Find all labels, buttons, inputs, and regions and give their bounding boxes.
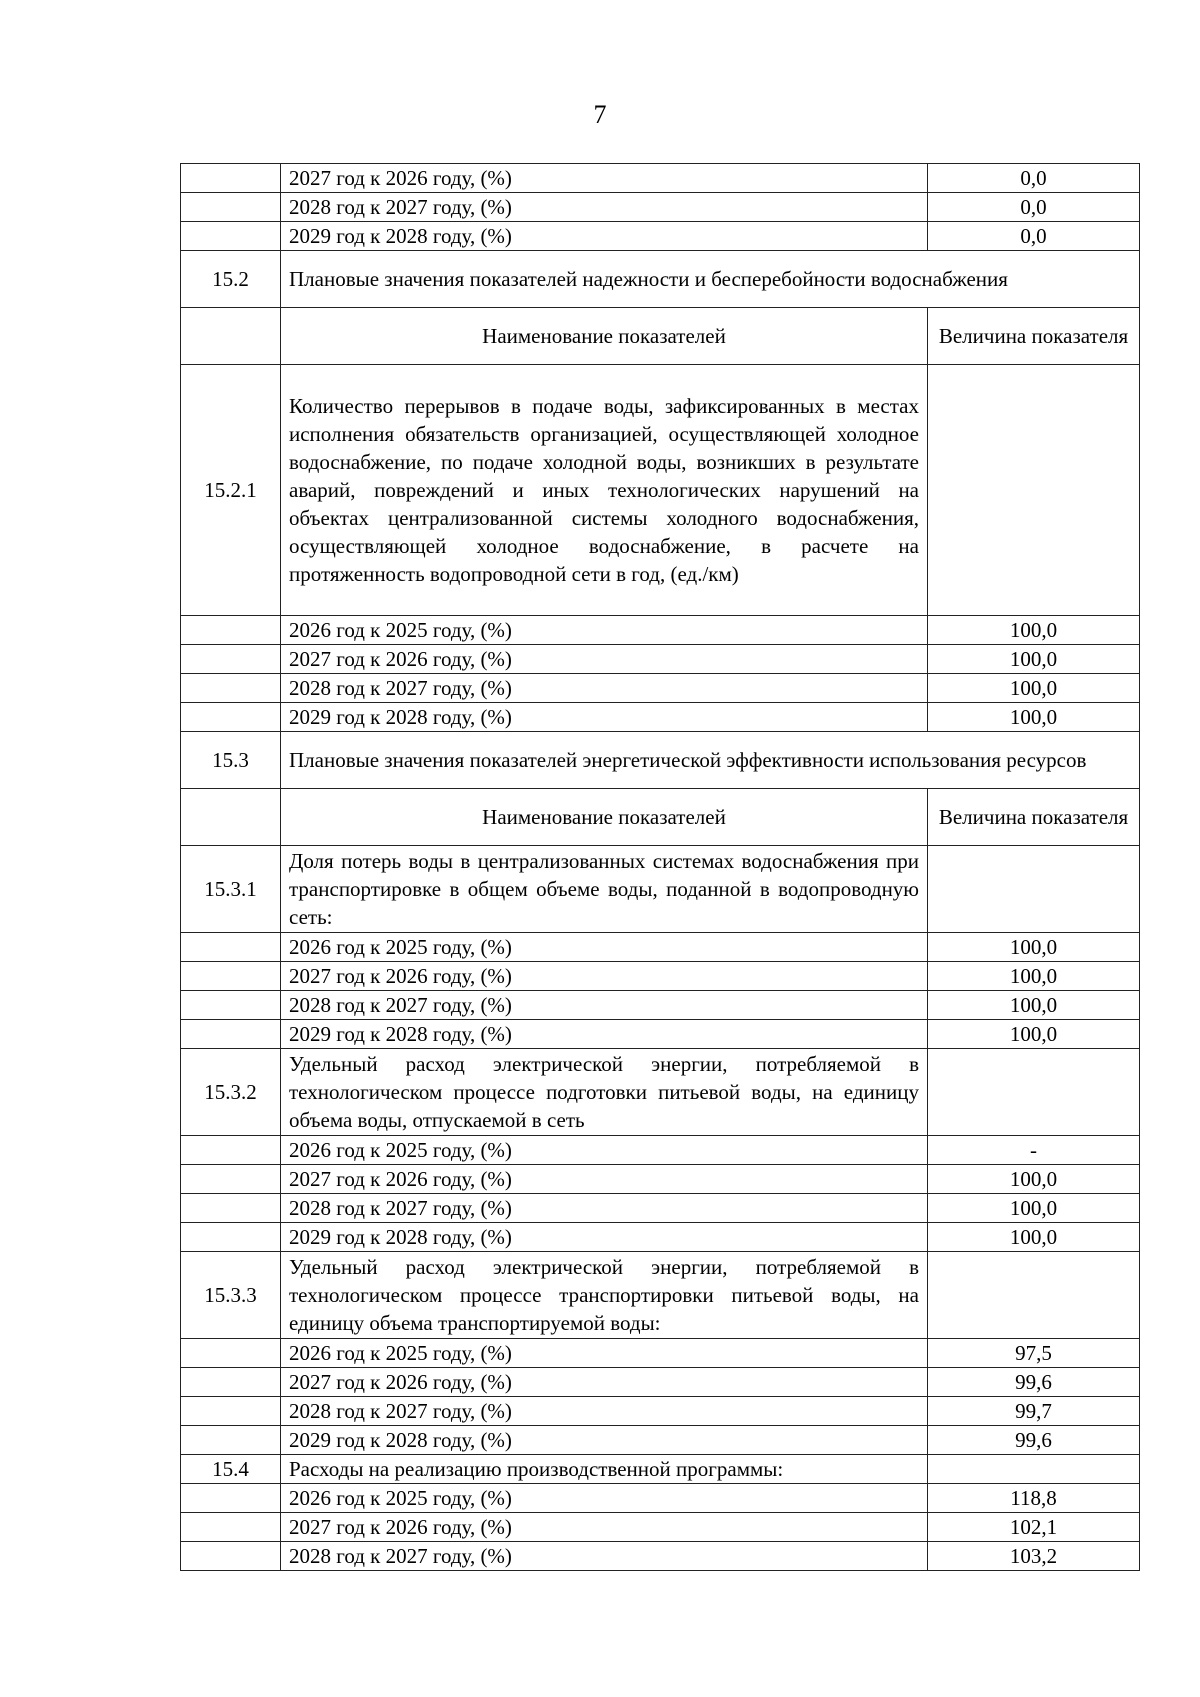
indicator-value: 99,6	[928, 1426, 1140, 1455]
table-row-value	[181, 1368, 1140, 1397]
row-number	[181, 1136, 281, 1165]
row-number	[181, 933, 281, 962]
period-label: 2026 год к 2025 году, (%)	[281, 1136, 928, 1165]
row-number	[181, 1165, 281, 1194]
table-row-value	[181, 645, 1140, 674]
table-row-value	[181, 1484, 1140, 1513]
indicator-value: 97,5	[928, 1339, 1140, 1368]
row-number	[181, 1484, 281, 1513]
indicator-value: 103,2	[928, 1542, 1140, 1571]
table-row-value	[181, 164, 1140, 193]
row-number: 15.3.1	[181, 846, 281, 933]
indicator-value	[928, 365, 1140, 616]
table-row-value	[181, 933, 1140, 962]
indicator-name: Расходы на реализацию производственной программы:	[281, 1455, 928, 1484]
indicator-name: Доля потерь воды в централизованных системах водоснабжения при транспортировке в общем объеме воды, поданной в водопроводную сеть:	[281, 846, 928, 933]
row-number: 15.2.1	[181, 365, 281, 616]
indicator-value: 0,0	[928, 164, 1140, 193]
table-row-indicator	[181, 1049, 1140, 1136]
period-label: 2028 год к 2027 году, (%)	[281, 674, 928, 703]
table-row-value	[181, 1194, 1140, 1223]
indicator-value: 100,0	[928, 962, 1140, 991]
table-row-indicator	[181, 846, 1140, 933]
table-row-value	[181, 1020, 1140, 1049]
indicator-value: 100,0	[928, 933, 1140, 962]
indicator-value: 100,0	[928, 991, 1140, 1020]
indicator-value: 118,8	[928, 1484, 1140, 1513]
table-row-value	[181, 703, 1140, 732]
indicator-name: Количество перерывов в подаче воды, зафиксированных в местах исполнения обязательств организацией, осуществляющей холодное водоснабжение, по подаче холодной воды, возникших в результате аварий, повреждений и иных технологических нарушений на объектах централизованной системы холодного водоснабжения, осуществляющей холодное водоснабжение, в расчете на протяженность водопроводной сети в год, (ед./км)	[281, 365, 928, 616]
table-row-indicator	[181, 1455, 1140, 1484]
table-row-indicator	[181, 365, 1140, 616]
row-number	[181, 1513, 281, 1542]
row-number	[181, 308, 281, 365]
table-row-value	[181, 1223, 1140, 1252]
row-number	[181, 674, 281, 703]
indicator-name: Удельный расход электрической энергии, потребляемой в технологическом процессе транспортировки питьевой воды, на единицу объема транспортируемой воды:	[281, 1252, 928, 1339]
indicator-value	[928, 1252, 1140, 1339]
row-number	[181, 193, 281, 222]
row-number	[181, 991, 281, 1020]
period-label: 2027 год к 2026 году, (%)	[281, 1368, 928, 1397]
row-number	[181, 616, 281, 645]
indicator-value: 100,0	[928, 1223, 1140, 1252]
period-label: 2027 год к 2026 году, (%)	[281, 1513, 928, 1542]
table-row-value	[181, 616, 1140, 645]
section-title: Плановые значения показателей энергетической эффективности использования ресурсов	[281, 732, 1140, 789]
period-label: 2029 год к 2028 году, (%)	[281, 1223, 928, 1252]
indicator-name: Удельный расход электрической энергии, потребляемой в технологическом процессе подготовки питьевой воды, на единицу объема воды, отпускаемой в сеть	[281, 1049, 928, 1136]
row-number	[181, 1542, 281, 1571]
period-label: 2028 год к 2027 году, (%)	[281, 1542, 928, 1571]
row-number	[181, 1339, 281, 1368]
header-value: Величина показателя	[928, 789, 1140, 846]
row-number	[181, 1194, 281, 1223]
table-row-value	[181, 222, 1140, 251]
indicator-value: 100,0	[928, 1020, 1140, 1049]
section-title: Плановые значения показателей надежности и бесперебойности водоснабжения	[281, 251, 1140, 308]
period-label: 2029 год к 2028 году, (%)	[281, 1020, 928, 1049]
indicator-value: 100,0	[928, 616, 1140, 645]
row-number	[181, 1426, 281, 1455]
table-row-value	[181, 1165, 1140, 1194]
indicator-value: 99,7	[928, 1397, 1140, 1426]
period-label: 2029 год к 2028 году, (%)	[281, 1426, 928, 1455]
indicator-value: 100,0	[928, 645, 1140, 674]
period-label: 2026 год к 2025 году, (%)	[281, 1484, 928, 1513]
period-label: 2027 год к 2026 году, (%)	[281, 1165, 928, 1194]
indicator-value: 100,0	[928, 703, 1140, 732]
period-label: 2026 год к 2025 году, (%)	[281, 616, 928, 645]
period-label: 2029 год к 2028 году, (%)	[281, 703, 928, 732]
table-row-value	[181, 1426, 1140, 1455]
header-name: Наименование показателей	[281, 308, 928, 365]
table-row-value	[181, 1513, 1140, 1542]
indicator-value: -	[928, 1136, 1140, 1165]
period-label: 2028 год к 2027 году, (%)	[281, 991, 928, 1020]
period-label: 2028 год к 2027 году, (%)	[281, 1397, 928, 1426]
page-number: 7	[593, 100, 607, 129]
period-label: 2029 год к 2028 году, (%)	[281, 222, 928, 251]
row-number	[181, 1020, 281, 1049]
row-number	[181, 789, 281, 846]
row-number	[181, 1368, 281, 1397]
row-number: 15.3.3	[181, 1252, 281, 1339]
row-number	[181, 703, 281, 732]
header-name: Наименование показателей	[281, 789, 928, 846]
row-number	[181, 962, 281, 991]
indicator-value: 100,0	[928, 1194, 1140, 1223]
row-number	[181, 164, 281, 193]
table-row-header	[181, 308, 1140, 365]
row-number	[181, 645, 281, 674]
table-row-header	[181, 789, 1140, 846]
indicator-value	[928, 1049, 1140, 1136]
indicator-value: 0,0	[928, 193, 1140, 222]
row-number	[181, 222, 281, 251]
period-label: 2027 год к 2026 году, (%)	[281, 962, 928, 991]
table-row-section	[181, 251, 1140, 308]
period-label: 2026 год к 2025 году, (%)	[281, 933, 928, 962]
indicators-table	[180, 163, 1140, 1571]
row-number: 15.3	[181, 732, 281, 789]
table-row-value	[181, 674, 1140, 703]
row-number	[181, 1397, 281, 1426]
indicator-value: 102,1	[928, 1513, 1140, 1542]
table-row-value	[181, 1542, 1140, 1571]
indicator-value: 99,6	[928, 1368, 1140, 1397]
period-label: 2026 год к 2025 году, (%)	[281, 1339, 928, 1368]
indicator-value	[928, 1455, 1140, 1484]
table-row-value	[181, 1136, 1140, 1165]
table-row-value	[181, 962, 1140, 991]
period-label: 2027 год к 2026 году, (%)	[281, 645, 928, 674]
indicator-value: 0,0	[928, 222, 1140, 251]
table-row-value	[181, 193, 1140, 222]
row-number	[181, 1223, 281, 1252]
indicator-value: 100,0	[928, 674, 1140, 703]
period-label: 2028 год к 2027 году, (%)	[281, 193, 928, 222]
table-row-indicator	[181, 1252, 1140, 1339]
row-number: 15.3.2	[181, 1049, 281, 1136]
table-row-value	[181, 1397, 1140, 1426]
table-row-value	[181, 1339, 1140, 1368]
period-label: 2028 год к 2027 году, (%)	[281, 1194, 928, 1223]
row-number: 15.2	[181, 251, 281, 308]
table-body	[181, 164, 1140, 1571]
table-row-value	[181, 991, 1140, 1020]
indicator-value: 100,0	[928, 1165, 1140, 1194]
period-label: 2027 год к 2026 году, (%)	[281, 164, 928, 193]
row-number: 15.4	[181, 1455, 281, 1484]
header-value: Величина показателя	[928, 308, 1140, 365]
indicator-value	[928, 846, 1140, 933]
table-row-section	[181, 732, 1140, 789]
